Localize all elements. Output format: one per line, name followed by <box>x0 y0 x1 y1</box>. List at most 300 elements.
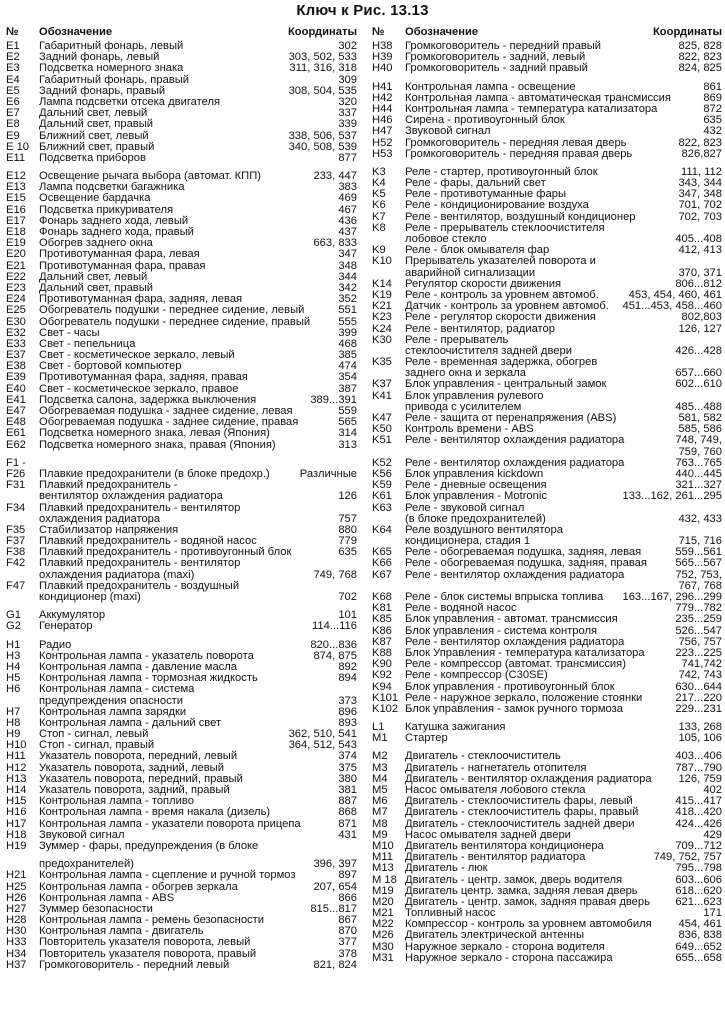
component-name: Громкоговоритель - передний правый <box>405 40 602 52</box>
component-code: E1 <box>6 40 20 52</box>
coordinates: 451...453, 458...460 <box>622 300 722 313</box>
component-name: Катушка зажигания <box>405 721 506 734</box>
component-code: K64 <box>372 523 392 536</box>
component-name: Звуковой сигнал <box>39 828 125 841</box>
component-code: K24 <box>372 322 392 335</box>
component-name: Контрольная лампа - сцепление и ручной тормоз <box>39 869 296 882</box>
coordinates: 866 <box>338 891 357 904</box>
component-name: Повторитель указателя поворота, левый <box>39 936 251 949</box>
component-code: H34 <box>6 947 27 960</box>
component-code: H4 <box>6 660 21 673</box>
component-code: E17 <box>6 214 26 227</box>
coordinates: Различные <box>299 467 357 480</box>
component-code: K7 <box>372 210 386 223</box>
component-code: H38 <box>372 40 393 52</box>
component-code: K94 <box>372 680 392 693</box>
component-name: Реле - компрессор (автомат. трансмиссия) <box>405 658 626 671</box>
component-name: Указатель поворота, задний, левый <box>39 761 224 774</box>
component-name: Контрольная лампа - система <box>39 683 195 696</box>
coordinates: 749, 752, 757 <box>653 851 722 864</box>
component-name: Зуммер - фары, предупреждения (в блоке <box>39 839 259 852</box>
component-code: E21 <box>6 259 26 272</box>
coordinates: 396, 397 <box>313 858 357 871</box>
component-code: H46 <box>372 114 393 127</box>
component-name: Плавкий предохранитель - вентилятор <box>39 501 241 514</box>
component-code: H5 <box>6 672 21 685</box>
component-code: H9 <box>6 728 21 741</box>
coordinates: 375 <box>338 761 357 774</box>
coordinates: 618...620 <box>675 884 722 897</box>
coordinates: 101 <box>338 609 357 622</box>
component-name: Громкоговоритель - задний, левый <box>405 51 586 64</box>
component-code: K101 <box>372 691 399 704</box>
table-row <box>6 751 357 762</box>
component-name: кондиционера, стадия 1 <box>405 535 531 548</box>
coordinates: 126, 127 <box>678 322 722 335</box>
component-code: F35 <box>6 523 26 536</box>
coordinates: 715, 716 <box>678 535 722 548</box>
table-row <box>6 131 357 142</box>
table-row <box>6 684 357 695</box>
component-name: Контрольная лампа - ремень безопасности <box>39 914 265 927</box>
component-name: Громкоговоритель - передняя правая дверь <box>405 147 633 160</box>
component-name: Контрольная лампа - обогрев зеркала <box>39 880 238 893</box>
coordinates: 565 <box>338 416 357 429</box>
component-name: Датчик - контроль за уровнем автомоб. <box>405 300 609 313</box>
coordinates: 308, 504, 535 <box>288 84 357 97</box>
component-code: M4 <box>372 772 388 785</box>
component-name: Генератор <box>39 620 93 633</box>
left-rows <box>6 41 357 971</box>
component-code: K63 <box>372 501 392 514</box>
component-code: M13 <box>372 862 394 875</box>
component-name: Противотуманная фара, задняя, правая <box>39 371 248 384</box>
component-name: Двигатель - стеклоочиститель фары, левый <box>405 795 633 808</box>
table-row <box>6 621 357 632</box>
coordinates: 877 <box>338 151 357 164</box>
coordinates: 223...225 <box>675 646 722 659</box>
table-row <box>372 704 722 715</box>
coordinates: 749, 768 <box>313 568 357 581</box>
component-name: Реле - вентилятор, радиатор <box>405 322 555 335</box>
component-code: H40 <box>372 62 393 75</box>
component-code: H21 <box>6 869 27 882</box>
component-name: Реле - противотуманные фары <box>405 188 566 201</box>
table-row <box>6 193 357 204</box>
component-code: K68 <box>372 591 392 603</box>
component-name: Блок управления рулевого <box>405 389 544 402</box>
component-code: H26 <box>6 891 27 904</box>
coordinates: 377 <box>338 936 357 949</box>
component-name: Контрольная лампа - освещение <box>405 80 576 93</box>
component-code: H44 <box>372 102 393 115</box>
component-name: Реле - временная задержка, обогрев <box>405 356 598 369</box>
component-code: M8 <box>372 817 388 830</box>
component-code: K30 <box>372 333 392 346</box>
component-code: H52 <box>372 136 393 149</box>
header-coords: Координаты <box>652 26 722 38</box>
component-code: M6 <box>372 795 388 808</box>
table-row <box>6 503 357 514</box>
coordinates: 779...782 <box>675 602 722 615</box>
component-name: Радио <box>39 638 72 651</box>
component-name: стеклоочистителя задней двери <box>405 344 572 357</box>
coordinates: 313 <box>338 438 357 451</box>
component-code: K50 <box>372 423 392 436</box>
table-row <box>372 751 722 762</box>
component-name: Блок управления - автомат. трансмиссия <box>405 613 618 626</box>
coordinates: 767, 768 <box>678 579 722 592</box>
component-code: K85 <box>372 613 392 626</box>
component-name: Задний фонарь, левый <box>39 51 160 64</box>
coordinates: 565...567 <box>675 557 722 570</box>
component-code: K59 <box>372 479 392 492</box>
component-code: K23 <box>372 311 392 324</box>
component-name: Стартер <box>405 732 448 745</box>
component-name: Указатель поворота, передний, левый <box>39 750 238 763</box>
component-name: Контроль времени - ABS <box>405 423 534 436</box>
component-name: Реле воздушного вентилятора <box>405 523 563 536</box>
coordinates: 303, 502, 533 <box>288 51 357 64</box>
coordinates: 342 <box>338 281 357 294</box>
coordinates: 870 <box>338 925 357 938</box>
coordinates: 424...426 <box>675 817 722 830</box>
coordinates: 453, 454, 460, 461 <box>628 288 722 301</box>
table-row <box>372 930 722 941</box>
table-row <box>6 249 357 260</box>
table-row <box>372 63 722 74</box>
component-code: L1 <box>372 721 385 734</box>
component-code: K52 <box>372 456 392 469</box>
coordinates: 364, 512, 543 <box>288 739 357 752</box>
table-row <box>6 870 357 881</box>
component-code: F37 <box>6 535 26 548</box>
component-name: Реле - обогреваемая подушка, задняя, левая <box>405 546 642 559</box>
table-row <box>6 317 357 328</box>
component-name: Реле - звуковой сигнал <box>405 501 525 514</box>
component-name: Контрольная лампа - температура катализатора <box>405 102 658 115</box>
component-code: K92 <box>372 669 392 682</box>
component-name: Освещение рычага выбора (автомат. КПП) <box>39 170 261 183</box>
component-name: Реле - блок омывателя фар <box>405 244 550 257</box>
coordinates: 820...836 <box>310 638 357 651</box>
component-name: Реле - вентилятор охлаждения радиатора <box>405 635 625 648</box>
component-code: K102 <box>372 702 399 715</box>
coordinates: 621...623 <box>675 895 722 908</box>
component-name: Контрольная лампа - автоматическая трансмиссия <box>405 91 671 104</box>
coordinates: 381 <box>338 784 357 796</box>
component-name: Подсветка номерного знака, правая (Япония) <box>39 438 276 451</box>
coordinates: 362, 510, 541 <box>288 728 357 741</box>
component-name: Двигатель - люк <box>405 862 488 875</box>
component-name: Двигатель - стеклоочиститель фары, правый <box>405 806 639 819</box>
component-code: E48 <box>6 416 26 429</box>
coordinates: 836, 838 <box>678 929 722 942</box>
coordinates: 602...610 <box>675 378 722 391</box>
group-gap <box>6 451 357 458</box>
table-row <box>372 875 722 886</box>
component-code: K56 <box>372 467 392 480</box>
component-code: M20 <box>372 895 394 908</box>
component-code: K37 <box>372 378 392 391</box>
component-name: Громкоговоритель - передняя левая дверь <box>405 136 627 149</box>
coordinates: 603...606 <box>675 873 722 886</box>
component-code: H13 <box>6 772 27 785</box>
component-code: F42 <box>6 557 26 570</box>
component-code: H14 <box>6 784 27 796</box>
coordinates: 429 <box>703 828 722 841</box>
coordinates: 635 <box>703 114 722 127</box>
coordinates: 655...658 <box>675 951 722 964</box>
coordinates: 880 <box>338 523 357 536</box>
component-code: H47 <box>372 125 393 138</box>
component-name: Блок управления - противоугонный блок <box>405 680 615 693</box>
component-code: H19 <box>6 839 27 852</box>
component-code: K6 <box>372 199 386 212</box>
component-name: Регулятор скорости движения <box>405 277 562 290</box>
coordinates: 752, 753, <box>675 568 722 581</box>
component-code: H18 <box>6 828 27 841</box>
coordinates: 402 <box>703 784 722 796</box>
component-name: Реле - дневные освещения <box>405 479 547 492</box>
table-row <box>372 558 722 569</box>
coordinates: 133...162, 261...295 <box>622 490 722 503</box>
component-code: K65 <box>372 546 392 559</box>
component-code: E12 <box>6 170 26 183</box>
component-name: Контрольная лампа - время накала (дизель) <box>39 806 271 819</box>
coordinates: 352 <box>338 293 357 306</box>
component-name: аварийной сигнализации <box>405 266 536 279</box>
component-code: H17 <box>6 817 27 830</box>
coordinates: 649...652 <box>675 940 722 953</box>
coordinates: 702 <box>338 591 357 603</box>
coordinates: 896 <box>338 705 357 718</box>
component-name: Компрессор - контроль за уровнем автомобиля <box>405 918 652 931</box>
component-code: E9 <box>6 129 20 142</box>
coordinates: 347, 348 <box>678 188 722 201</box>
component-name: Противотуманная фара, правая <box>39 259 206 272</box>
component-code: E37 <box>6 349 26 362</box>
coordinates: 321...327 <box>675 479 722 492</box>
component-code: E47 <box>6 405 26 417</box>
component-name: Ближний свет, правый <box>39 140 155 153</box>
coordinates: 233, 447 <box>313 170 357 183</box>
table-row <box>372 503 722 514</box>
component-name: Реле - обогреваемая подушка, задняя, правая <box>405 557 647 570</box>
coordinates: 171 <box>703 907 722 920</box>
coordinates: 657...660 <box>675 367 722 380</box>
component-name: Контрольная лампа - ABS <box>39 891 175 904</box>
component-code: E16 <box>6 203 26 216</box>
component-code: E3 <box>6 62 20 75</box>
table-row <box>372 126 722 137</box>
coordinates: 385 <box>338 349 357 362</box>
component-name: Реле - вентилятор охлаждения радиатора <box>405 568 625 581</box>
component-name: Плавкий предохранитель - противоугонный блок <box>39 546 292 559</box>
coordinates: 759, 760 <box>678 445 722 458</box>
component-code: M11 <box>372 851 393 864</box>
header-name: Обозначение <box>39 26 113 38</box>
table-row <box>372 863 722 874</box>
component-name: охлаждения радиатора (maxi) <box>39 568 195 581</box>
component-name: Блок управления kickdown <box>405 467 544 480</box>
coordinates: 418...420 <box>675 806 722 819</box>
component-code: K67 <box>372 568 392 581</box>
component-name: Ближний свет, левый <box>39 129 149 142</box>
coordinates: 872 <box>703 102 722 115</box>
coordinates: 763...765 <box>675 456 722 469</box>
component-name: Блок управления - Motronic <box>405 490 547 503</box>
component-name: Реле - защита от перенапряжения (ABS) <box>405 412 617 424</box>
component-name: предупреждения опасности <box>39 694 184 707</box>
component-code: K19 <box>372 288 392 301</box>
coordinates: 314 <box>338 427 357 440</box>
component-code: K35 <box>372 356 392 369</box>
component-code: E61 <box>6 427 26 440</box>
component-name: Стоп - сигнал, правый <box>39 739 155 752</box>
component-name: Освещение бардачка <box>39 192 151 205</box>
component-code: M 18 <box>372 873 397 886</box>
component-name: Свет - бортовой компьютер <box>39 360 182 373</box>
right-rows <box>372 41 722 964</box>
coordinates: 415...417 <box>675 795 722 808</box>
component-name: привода с усилителем <box>405 400 522 413</box>
component-name: Лампа подсветки отсека двигателя <box>39 95 221 108</box>
coordinates: 892 <box>338 660 357 673</box>
component-code: H3 <box>6 649 21 662</box>
component-name: Контрольная лампа - тормозная жидкость <box>39 672 258 685</box>
component-code: E18 <box>6 226 26 238</box>
coordinates: 373 <box>338 694 357 707</box>
component-name: Задний фонарь, правый <box>39 84 166 97</box>
component-name: Реле - прерыватель <box>405 333 509 346</box>
coordinates: 403...406 <box>675 750 722 763</box>
component-code: M9 <box>372 828 388 841</box>
coordinates: 437 <box>338 226 357 238</box>
coordinates: 343, 344 <box>678 177 722 190</box>
component-name: Громкоговоритель - задний правый <box>405 62 588 75</box>
component-code: E62 <box>6 438 26 451</box>
coordinates: 467 <box>338 203 357 216</box>
component-name: Дальний свет, левый <box>39 107 148 120</box>
component-name: вентилятор охлаждения радиатора <box>39 490 223 503</box>
component-code: F47 <box>6 579 26 592</box>
coordinates: 348 <box>338 259 357 272</box>
component-name: Обогреватель подушки - переднее сидение, правый <box>39 315 311 328</box>
header-name: Обозначение <box>405 26 479 38</box>
component-name: Плавкие предохранители (в блоке предохр.) <box>39 467 270 480</box>
component-code: F34 <box>6 501 26 514</box>
component-name: Реле - регулятор скорости движения <box>405 311 596 324</box>
component-code: M21 <box>372 907 394 920</box>
coordinates: 163...167, 296...299 <box>622 591 722 603</box>
component-name: предохранителей) <box>39 858 134 871</box>
coordinates: 217...220 <box>675 691 722 704</box>
coordinates: 787...790 <box>675 761 722 774</box>
coordinates: 337 <box>338 107 357 120</box>
table-row <box>372 682 722 693</box>
component-code: H7 <box>6 705 21 718</box>
coordinates: 702, 703 <box>678 210 722 223</box>
component-name: Дальний свет, правый <box>39 281 154 294</box>
component-name: Двигатель - центр. замок, дверь водителя <box>405 873 623 886</box>
coordinates: 756, 757 <box>678 635 722 648</box>
component-code: E41 <box>6 393 26 406</box>
component-code: K66 <box>372 557 392 570</box>
component-code: E6 <box>6 95 20 108</box>
coordinates: 468 <box>338 337 357 350</box>
coordinates: 311, 316, 318 <box>289 62 357 75</box>
component-name: Блок Управления - температура катализатора <box>405 646 645 659</box>
coordinates: 389...391 <box>310 393 357 406</box>
coordinates: 635 <box>338 546 357 559</box>
component-name: Двигатель - стеклоочиститель <box>405 750 561 763</box>
table-row <box>6 372 357 383</box>
coordinates: 874, 875 <box>313 649 357 662</box>
component-code: H28 <box>6 914 27 927</box>
page-title: Ключ к Рис. 13.13 <box>296 2 429 19</box>
component-name: Дальний свет, правый <box>39 118 154 131</box>
component-code: M22 <box>372 918 394 931</box>
component-code: H11 <box>6 750 26 763</box>
table-row <box>6 696 357 707</box>
component-name: Двигатель - стеклоочиститель задней двери <box>405 817 635 830</box>
coordinates: 374 <box>338 750 357 763</box>
component-code: M31 <box>372 951 394 964</box>
component-name: Стабилизатор напряжения <box>39 523 179 536</box>
component-name: Двигатель - нагнетатель отопителя <box>405 761 587 774</box>
coordinates: 426...428 <box>675 344 722 357</box>
component-name: Габаритный фонарь, правый <box>39 73 190 86</box>
table-row <box>6 428 357 439</box>
coordinates: 207, 654 <box>313 880 357 893</box>
coordinates: 114...116 <box>312 620 357 633</box>
coordinates: 867 <box>338 914 357 927</box>
coordinates: 387 <box>338 382 357 395</box>
component-name: Реле - наружное зеркало, положение стоянки <box>405 691 643 704</box>
coordinates: 405...408 <box>675 233 722 245</box>
component-code: K5 <box>372 188 386 201</box>
table-row <box>6 153 357 164</box>
coordinates: 897 <box>338 869 357 882</box>
coordinates: 474 <box>338 360 357 373</box>
component-name: Блок управления - система контроля <box>405 624 598 637</box>
component-name: Плавкий предохранитель - вентилятор <box>39 557 241 570</box>
coordinates: 585, 586 <box>678 423 722 436</box>
table-row <box>372 312 722 323</box>
component-name: Контрольная лампа - двигатель <box>39 925 204 938</box>
component-name: Свет - пепельница <box>39 337 136 350</box>
component-name: Обогреваемая подушка - заднее сидение, левая <box>39 405 293 417</box>
table-row <box>372 324 722 335</box>
component-name: Блок управления - замок ручного тормоза <box>405 702 623 715</box>
component-code: H41 <box>372 80 393 93</box>
table-row <box>372 491 722 502</box>
component-code: E24 <box>6 293 26 306</box>
component-code: M2 <box>372 750 388 763</box>
component-code: K87 <box>372 635 392 648</box>
component-code: K81 <box>372 602 392 615</box>
component-code: H30 <box>6 925 27 938</box>
component-code: E13 <box>6 181 26 194</box>
component-name: Плавкий предохранитель - воздушный <box>39 579 240 592</box>
coordinates: 748, 749, <box>675 434 722 447</box>
coordinates: 440...445 <box>675 467 722 480</box>
component-name: Прерыватель указателей поворота и <box>405 255 596 268</box>
component-code: M7 <box>372 806 388 819</box>
coordinates: 741,742 <box>681 658 722 671</box>
component-code: H42 <box>372 91 393 104</box>
